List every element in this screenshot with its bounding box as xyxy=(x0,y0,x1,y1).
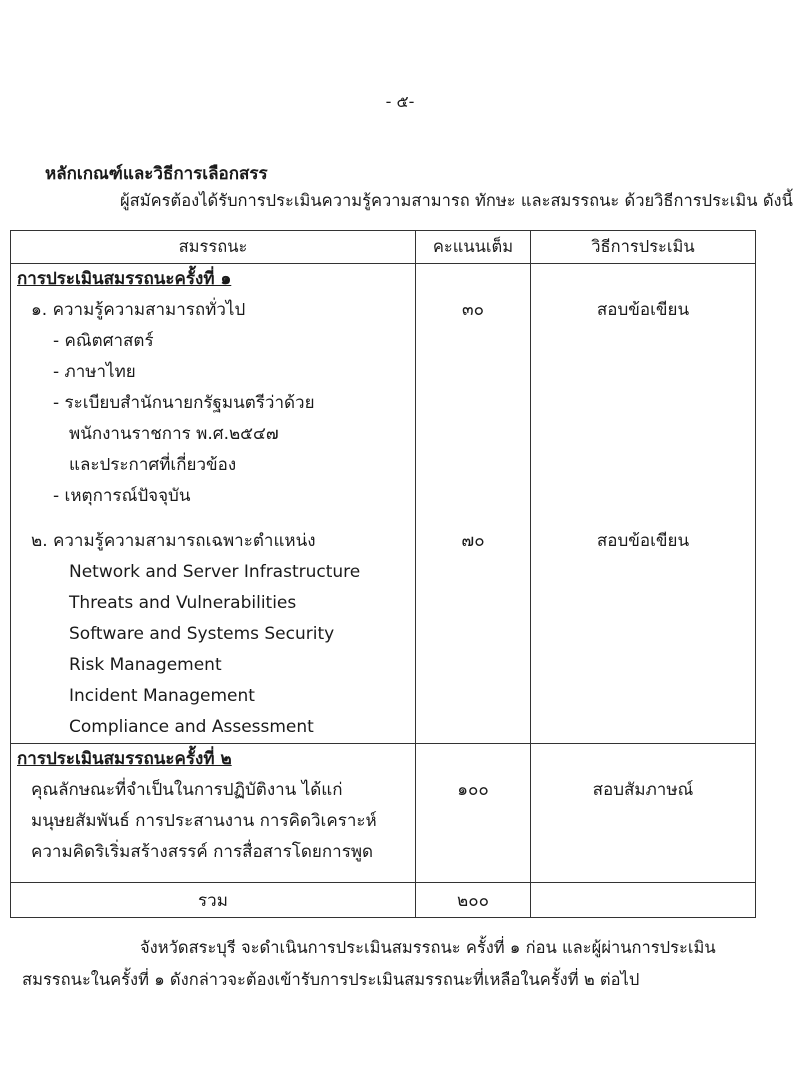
section2-method: สอบสัมภาษณ์ xyxy=(592,780,694,800)
page-number: - ๕- xyxy=(385,92,415,111)
item2-method: สอบข้อเขียน xyxy=(596,531,690,551)
list-item: - ภาษาไทย xyxy=(53,362,136,382)
intro-paragraph: ผู้สมัครต้องได้รับการประเมินความรู้ความสามารถ ทักษะ และสมรรถนะ ด้วยวิธีการประเมิน ดังนี้ xyxy=(120,191,793,210)
section2-cell xyxy=(11,744,416,883)
list-item: พนักงานราชการ พ.ศ.๒๕๔๗ xyxy=(69,424,279,444)
section1-title: การประเมินสมรรถนะครั้งที่ ๑ xyxy=(17,269,232,289)
total-row xyxy=(11,883,756,918)
closing-line-2: สมรรถนะในครั้งที่ ๑ ดังกล่าวจะต้องเข้ารับการประเมินสมรรถนะที่เหลือในครั้งที่ ๒ ต่อไป xyxy=(22,970,640,989)
total-method-cell xyxy=(531,883,756,918)
table-row xyxy=(11,744,756,883)
section-heading: หลักเกณฑ์และวิธีการเลือกสรร xyxy=(45,164,268,184)
list-item: Threats and Vulnerabilities xyxy=(69,593,297,613)
list-item: และประกาศที่เกี่ยวข้อง xyxy=(69,455,237,475)
item1-score: ๓๐ xyxy=(462,300,484,320)
list-item: Compliance and Assessment xyxy=(69,717,314,737)
section1-score-cell xyxy=(416,264,531,744)
list-item: Software and Systems Security xyxy=(69,624,335,644)
header-full-score: คะแนนเต็ม xyxy=(416,231,531,264)
assessment-table xyxy=(10,230,756,918)
list-item: - คณิตศาสตร์ xyxy=(53,331,154,351)
closing-line-1: จังหวัดสระบุรี จะดำเนินการประเมินสมรรถนะ ครั้งที่ ๑ ก่อน และผู้ผ่านการประเมิน xyxy=(140,938,716,957)
total-score: ๒๐๐ xyxy=(416,883,531,918)
section2-method-cell xyxy=(531,744,756,883)
item1-title: ๑. ความรู้ความสามารถทั่วไป xyxy=(31,300,246,320)
section2-score-cell xyxy=(416,744,531,883)
section1-cell xyxy=(11,264,416,744)
section2-line: ความคิดริเริ่มสร้างสรรค์ การสื่อสารโดยการพูด xyxy=(31,842,374,862)
table-row xyxy=(11,264,756,744)
section2-line: มนุษยสัมพันธ์ การประสานงาน การคิดวิเคราะห์ xyxy=(31,811,377,831)
list-item: Network and Server Infrastructure xyxy=(69,562,361,582)
header-method: วิธีการประเมิน xyxy=(531,231,756,264)
total-label: รวม xyxy=(11,883,416,918)
item1-method: สอบข้อเขียน xyxy=(596,300,690,320)
section1-method-cell xyxy=(531,264,756,744)
table-header-row xyxy=(11,231,756,264)
list-item: Incident Management xyxy=(69,686,255,706)
header-competency: สมรรถนะ xyxy=(11,231,416,264)
list-item: - ระเบียบสำนักนายกรัฐมนตรีว่าด้วย xyxy=(53,393,315,413)
section2-title: การประเมินสมรรถนะครั้งที่ ๒ xyxy=(17,749,232,769)
list-item: - เหตุการณ์ปัจจุบัน xyxy=(53,486,191,506)
item2-title: ๒. ความรู้ความสามารถเฉพาะตำแหน่ง xyxy=(31,531,316,551)
item2-score: ๗๐ xyxy=(461,531,485,551)
section2-score: ๑๐๐ xyxy=(457,780,489,800)
section2-line: คุณลักษณะที่จำเป็นในการปฏิบัติงาน ได้แก่ xyxy=(31,780,343,800)
list-item: Risk Management xyxy=(69,655,222,675)
